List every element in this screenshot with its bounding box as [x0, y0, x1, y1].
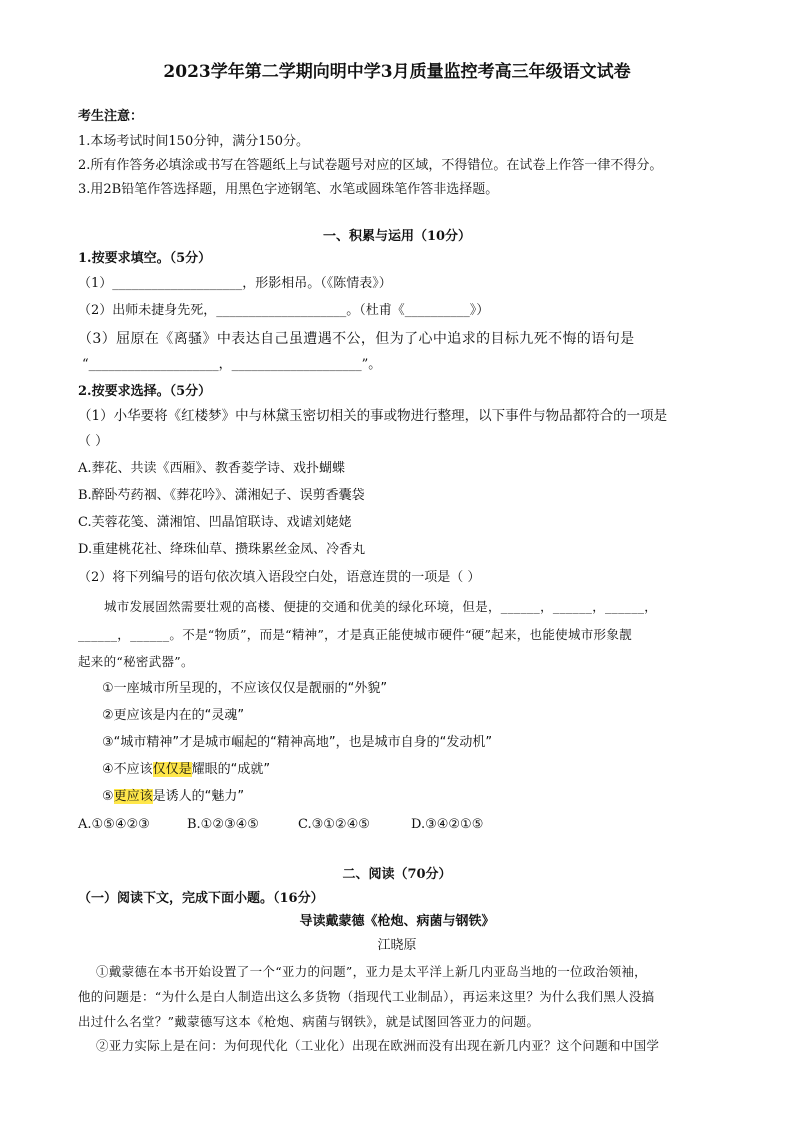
- sentence-4: [102, 761, 270, 779]
- choice-b: B.①②③④⑤: [187, 817, 259, 832]
- q1-line: （2）出师未捷身先死，____________________。（杜甫《__________》）: [78, 303, 490, 318]
- choice-d: D.③④②①⑤: [411, 817, 484, 832]
- passage-line: 起来的“秘密武器”。: [78, 654, 194, 669]
- option-b: B.醉卧芍药裀、《葬花吟》、潇湘妃子、误剪香囊袋: [78, 488, 365, 503]
- q1-heading: 1.按要求填空。（5分）: [78, 251, 212, 266]
- notice-item: 3.用2B铅笔作答选择题，用黑色字迹钢笔、水笔或圆珠笔作答非选择题。: [78, 182, 499, 197]
- q1-line: “____________________，____________________”。: [82, 357, 382, 372]
- article-paragraph-line: ①戴蒙德在本书开始设置了一个“亚力的问题”，亚力是太平洋上新几内亚岛当地的一位政治领袖，: [96, 964, 647, 979]
- article-paragraph-line: 出过什么名堂？”戴蒙德写这本《枪炮、病菌与钢铁》，就是试图回答亚力的问题。: [78, 1014, 540, 1029]
- sentence-4-pre: ④不应该: [102, 762, 153, 777]
- notice-item: 2.所有作答务必填涂或书写在答题纸上与试卷题号对应的区域，不得错位。在试卷上作答一律不得分。: [78, 158, 663, 173]
- section2-heading: 二、阅读（70分）: [342, 867, 452, 882]
- sentence-5-pre: ⑤: [102, 789, 114, 804]
- sentence-4-post: 耀眼的“成就”: [191, 762, 271, 777]
- passage-line: ______，______。不是“物质”，而是“精神”，才是真正能使城市硬件“硬”起来，也能使城市形象靓: [78, 627, 632, 642]
- choice-a: A.①⑤④②③: [78, 817, 150, 832]
- choice-c: C.③①②④⑤: [298, 817, 370, 832]
- q1-line: （3）屈原在《离骚》中表达自己虽遭遇不公，但为了心中追求的目标九死不悔的语句是: [78, 331, 635, 347]
- sentence-2: ②更应该是内在的“灵魂”: [102, 708, 245, 723]
- q1-line: （1）____________________，形影相吊。（《陈情表》）: [78, 276, 392, 291]
- sentence-5: [102, 788, 244, 806]
- article-paragraph-line: 他的问题是：“为什么是白人制造出这么多货物（指现代工业制品），再运来这里？为什么我们黑人没搞: [78, 989, 655, 1004]
- section2-subheading: （一）阅读下文，完成下面小题。（16分）: [78, 891, 324, 906]
- article-author: 江晓原: [377, 938, 417, 953]
- highlight-mark: 更应该: [113, 789, 153, 804]
- exam-title: 2023学年第二学期向明中学3月质量监控考高三年级语文试卷: [163, 62, 631, 82]
- sentence-3: ③“城市精神”才是城市崛起的“精神高地”，也是城市自身的“发动机”: [102, 735, 493, 750]
- option-a: A.葬花、共读《西厢》、教香菱学诗、戏扑蝴蝶: [78, 461, 346, 476]
- highlight-mark: 仅仅是: [152, 762, 192, 777]
- sentence-5-post: 是诱人的“魅力”: [152, 789, 245, 804]
- notice-heading: 考生注意：: [78, 109, 144, 124]
- sentence-1: ①一座城市所呈现的，不应该仅仅是靓丽的“外貌”: [102, 681, 388, 696]
- article-title: 导读戴蒙德《枪炮、病菌与钢铁》: [299, 914, 495, 929]
- option-d: D.重建桃花社、绛珠仙草、攒珠累丝金凤、冷香丸: [78, 542, 366, 557]
- q2-sub1-stem: （1）小华要将《红楼梦》中与林黛玉密切相关的事或物进行整理，以下事件与物品都符合的一项是: [78, 408, 668, 424]
- section1-heading: 一、积累与运用（10分）: [322, 229, 472, 244]
- article-paragraph-line: ②亚力实际上是在问：为何现代化（工业化）出现在欧洲而没有出现在新几内亚？这个问题和中国学: [96, 1038, 660, 1053]
- q2-heading: 2.按要求选择。（5分）: [78, 384, 212, 399]
- option-c: C.芙蓉花笺、潇湘馆、凹晶馆联诗、戏谑刘姥姥: [78, 515, 352, 530]
- passage-line: 城市发展固然需要壮观的高楼、便捷的交通和优美的绿化环境，但是，______，______，______，: [104, 599, 658, 614]
- q2-sub2-stem: （2）将下列编号的语句依次填入语段空白处，语意连贯的一项是（ ）: [78, 570, 481, 585]
- q2-sub1-paren: （ ）: [78, 434, 109, 449]
- notice-item: 1.本场考试时间150分钟，满分150分。: [78, 134, 310, 149]
